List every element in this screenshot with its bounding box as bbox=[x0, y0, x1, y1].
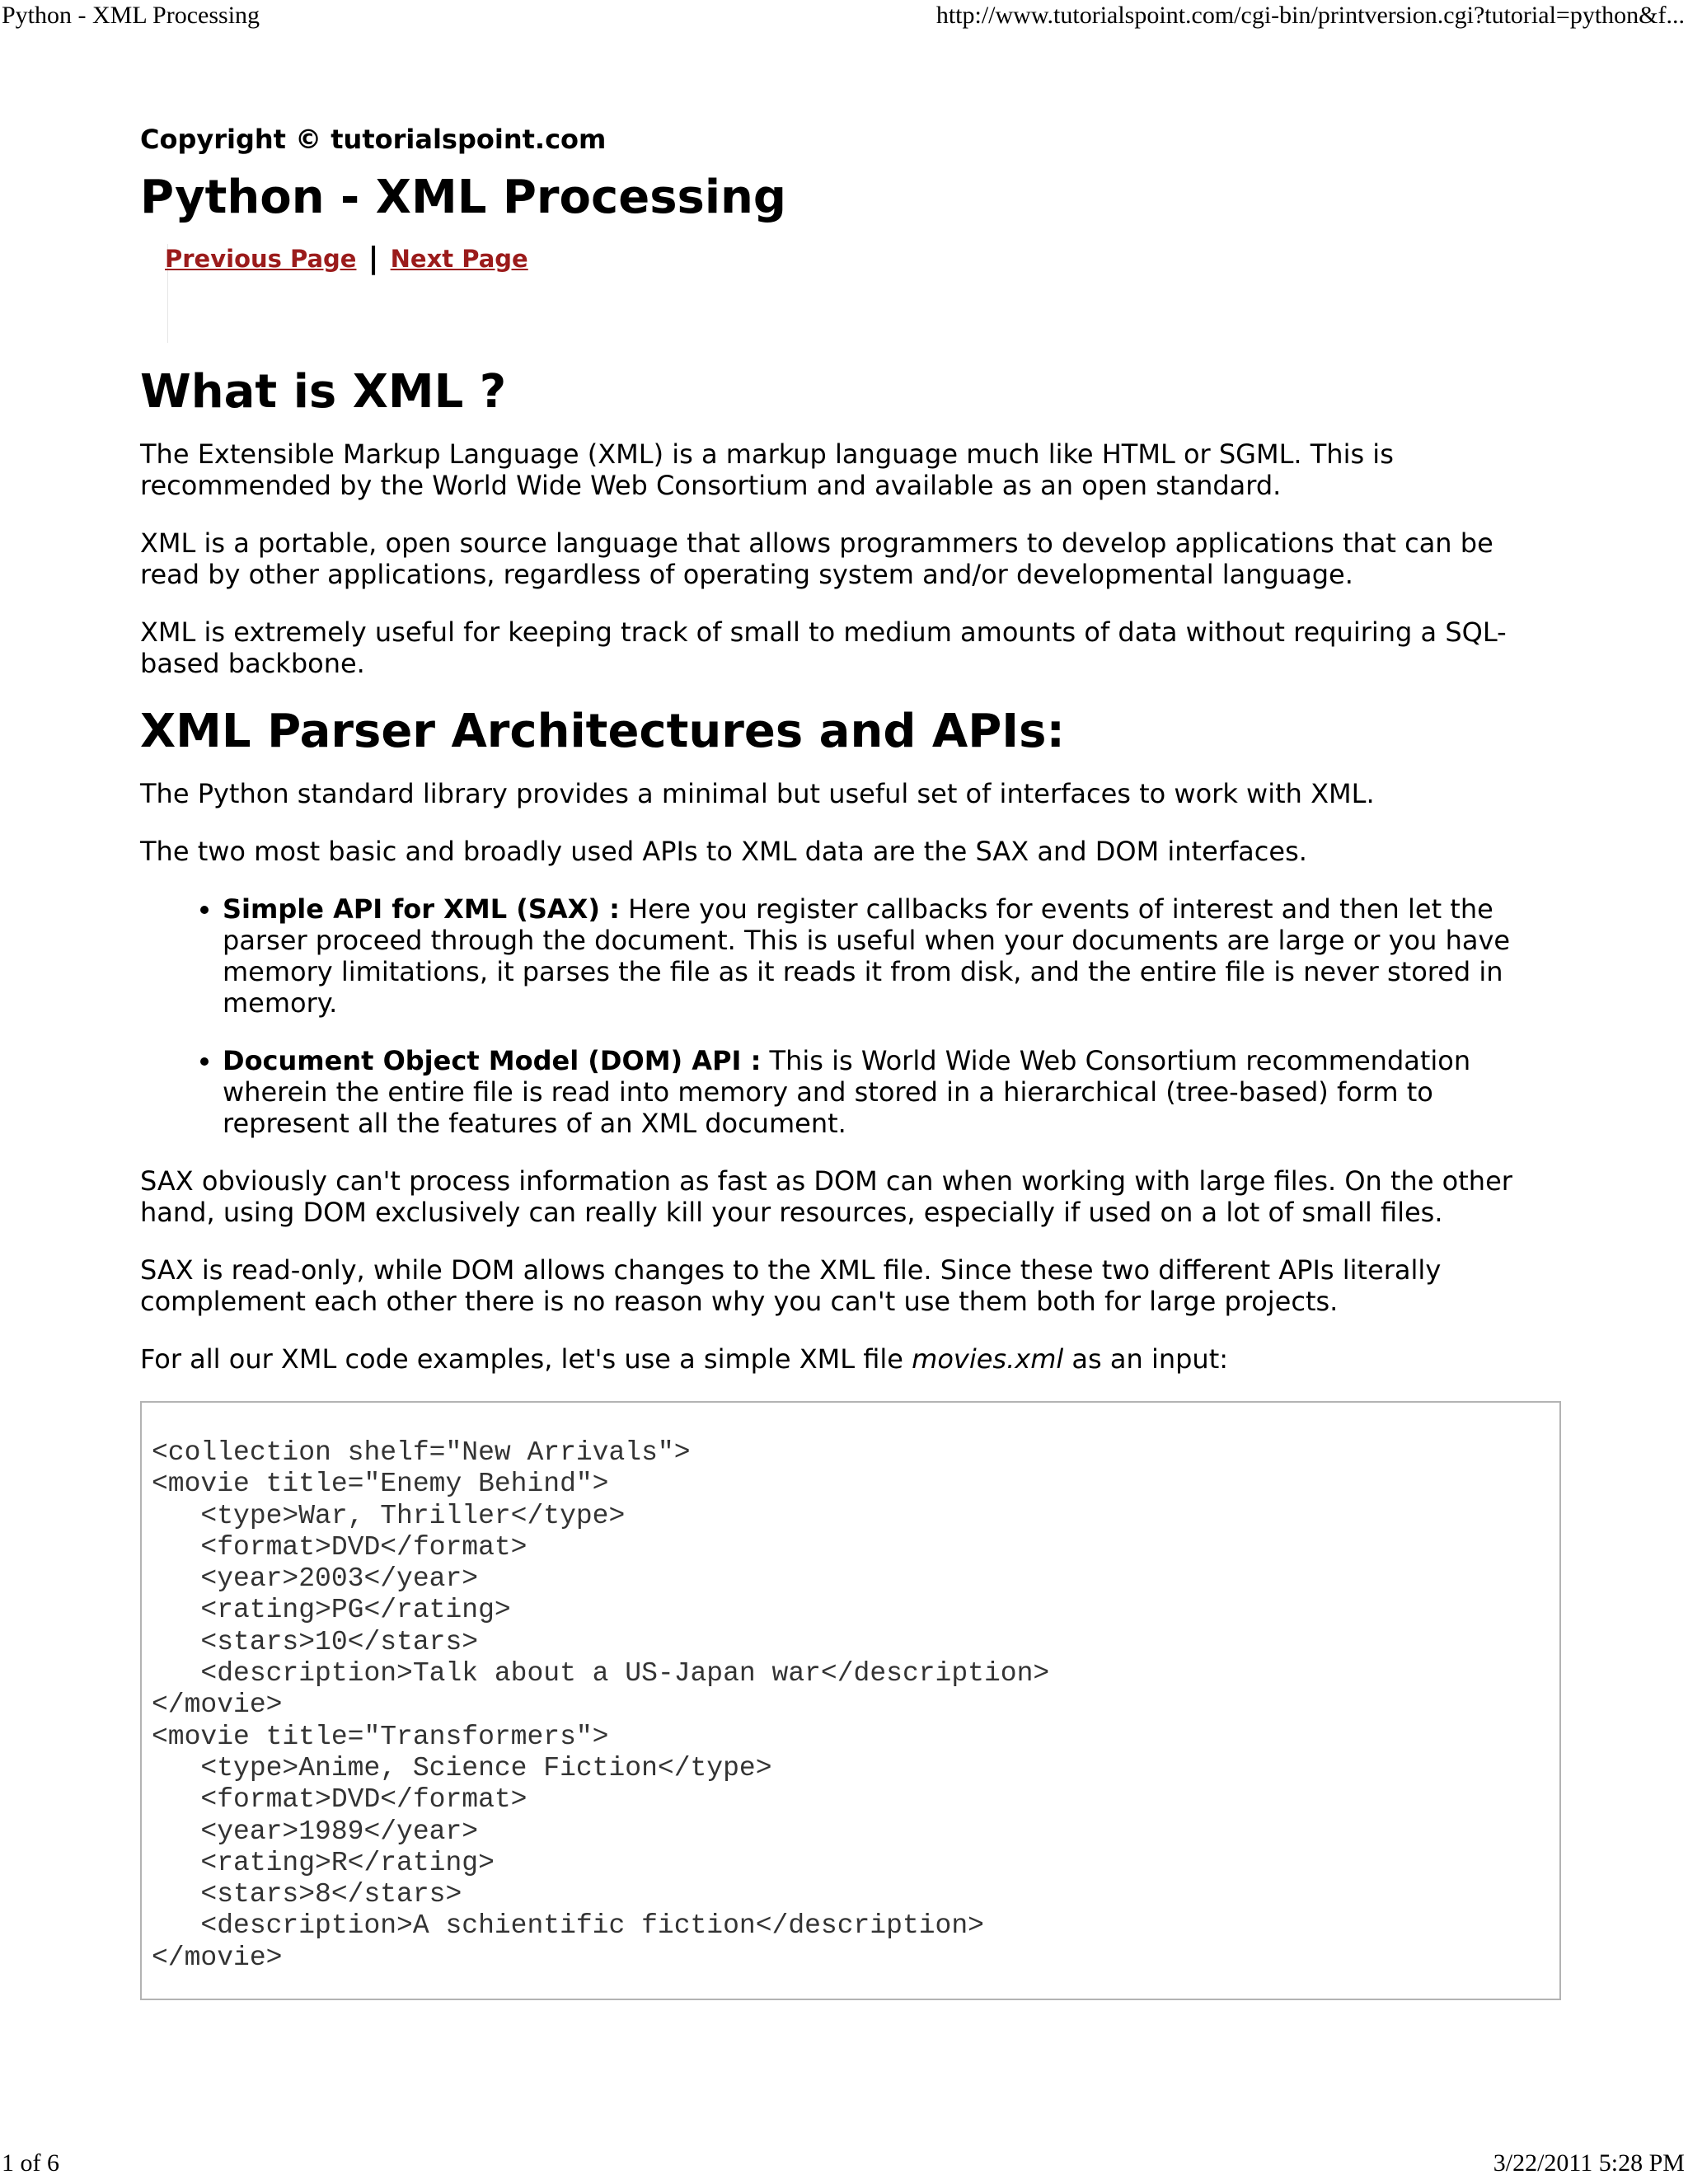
print-header-url: http://www.tutorialspoint.com/cgi-bin/printversion.cgi?tutorial=python&f... bbox=[935, 2, 1685, 29]
print-footer bbox=[0, 2149, 1688, 2182]
previous-page-link[interactable]: Previous Page bbox=[165, 245, 357, 273]
next-page-link[interactable]: Next Page bbox=[390, 245, 528, 273]
heading-what-is-xml: What is XML ? bbox=[140, 365, 507, 419]
code-block bbox=[140, 1401, 1561, 2000]
paragraph: The two most basic and broadly used APIs to XML data are the SAX and DOM interfaces. bbox=[140, 836, 1307, 867]
api-list bbox=[140, 893, 1558, 1139]
paragraph-text: as an input: bbox=[1063, 1343, 1229, 1375]
paragraph: The Python standard library provides a minimal but useful set of interfaces to work with XML. bbox=[140, 778, 1375, 809]
paragraph: XML is extremely useful for keeping track of small to medium amounts of data without requiring a SQL-based backbone. bbox=[140, 616, 1507, 679]
paragraph: SAX obviously can't process information as fast as DOM can when working with large files. On the other hand, using DOM exclusively can really kill your resources, especially if used on a lot of small files. bbox=[140, 1165, 1512, 1228]
heading-parser-architectures: XML Parser Architectures and APIs: bbox=[140, 705, 1065, 758]
paragraph: SAX is read-only, while DOM allows changes to the XML file. Since these two different APIs literally complement each other there is no reason why you can't use them both for large projects. bbox=[140, 1254, 1442, 1317]
paragraph bbox=[140, 1343, 1558, 1375]
page-navigation bbox=[165, 242, 1558, 275]
list-item-text: Here you register callbacks for events of interest and then let the parser proceed through the document. This is useful when your documents are large or you have memory limitations, it parses the file as it reads it from disk, and the entire file is never stored in memory. bbox=[223, 893, 1511, 1019]
copyright-notice: Copyright © tutorialspoint.com bbox=[140, 124, 607, 155]
print-datetime: 3/22/2011 5:28 PM bbox=[1493, 2149, 1685, 2177]
paragraph-text: For all our XML code examples, let's use a simple XML file bbox=[140, 1343, 912, 1375]
filename-text: movies.xml bbox=[912, 1343, 1064, 1375]
nav-separator: | bbox=[368, 241, 379, 275]
list-item-term: Document Object Model (DOM) API : bbox=[223, 1045, 762, 1076]
code-text: <collection shelf="New Arrivals"> <movie title="Enemy Behind"> <type>War, Thriller</type> <format>DVD</format> <year>2003</year> <rating>PG</rating> <stars>10</stars> <description>Talk about a US-Japan war</description> </movie> <movie title="Transformers"> <type>Anime, Science Fiction</type> <format>DVD</format> <year>1989</year> <rating>R</rating> <stars>8</stars> <description>A schientific fiction</description> </movie> bbox=[152, 1437, 1050, 1973]
page-title: Python - XML Processing bbox=[140, 171, 786, 224]
list-item bbox=[223, 893, 1558, 1019]
article-content bbox=[140, 124, 1558, 2000]
paragraph: The Extensible Markup Language (XML) is a markup language much like HTML or SGML. This is recommended by the World Wide Web Consortium and available as an open standard. bbox=[140, 438, 1394, 501]
list-item-term: Simple API for XML (SAX) : bbox=[223, 893, 620, 925]
print-header bbox=[0, 2, 1688, 35]
paragraph: XML is a portable, open source language that allows programmers to develop applications that can be read by other applications, regardless of operating system and/or developmental language. bbox=[140, 527, 1493, 590]
page-number: 1 of 6 bbox=[2, 2149, 59, 2177]
list-item bbox=[223, 1045, 1558, 1139]
list-item-text: This is World Wide Web Consortium recommendation wherein the entire file is read into memory and stored in a hierarchical (tree-based) form to represent all the features of an XML document. bbox=[223, 1045, 1471, 1139]
print-header-title: Python - XML Processing bbox=[2, 2, 260, 29]
